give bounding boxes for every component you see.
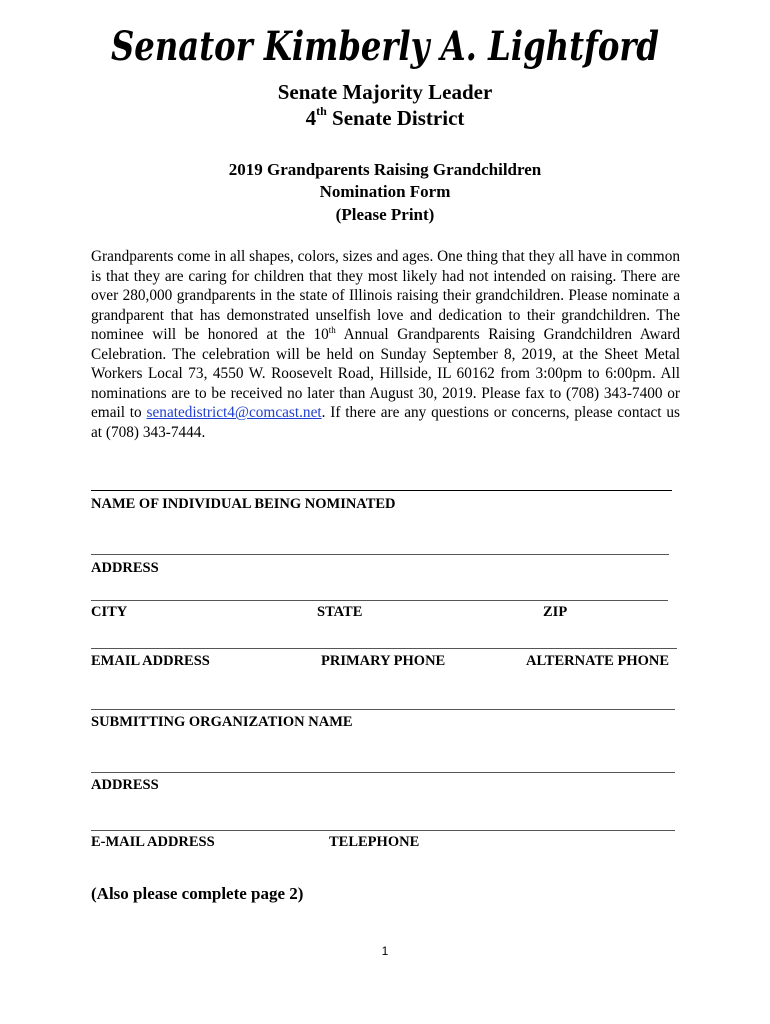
form-title-line1: 2019 Grandparents Raising Grandchildren [228,160,542,179]
org-name-label: SUBMITTING ORGANIZATION NAME [91,714,353,730]
org-name-line[interactable] [91,709,675,710]
intro-paragraph [91,247,680,442]
city-label: CITY [91,604,128,620]
zip-label: ZIP [543,604,568,620]
state-label: STATE [317,604,363,620]
title-senate-majority-leader: Senate Majority Leader [277,80,493,104]
email-address-label: EMAIL ADDRESS [91,653,210,669]
district-number: 4 [305,106,317,130]
senator-name-text: Senator Kimberly A. Lightford [111,23,660,70]
alternate-phone-label: ALTERNATE PHONE [526,653,670,669]
org-address-label: ADDRESS [91,777,159,793]
form-title-line2: Nomination Form [319,182,451,201]
org-email-label: E-MAIL ADDRESS [91,834,215,850]
intro-text-part3: . If there are any questions or concerns, please contact us at (708) 343-7444. [91,404,680,441]
email-link[interactable]: senatedistrict4@comcast.net [146,404,322,421]
nominee-name-label: NAME OF INDIVIDUAL BEING NOMINATED [91,496,396,512]
district-suffix: th [316,104,327,118]
title-senate-district [0,106,770,131]
city-state-zip-line[interactable] [91,600,668,601]
contact-line[interactable] [91,648,677,649]
address-line[interactable] [91,554,669,555]
form-title-line3: (Please Print) [335,205,435,224]
senator-name-script-title [0,22,770,82]
ordinal-suffix: th [328,324,336,335]
org-telephone-label: TELEPHONE [329,834,420,850]
org-address-line[interactable] [91,772,675,773]
also-complete-page-2-note: (Also please complete page 2) [91,884,304,903]
intro-text-part2: Annual Grandparents Raising Grandchildren Award Celebration. The celebration will be held on Sunday September 8, 2019, at the Sheet Metal Workers Local 73, 4550 W. Roosevelt Road, Hillside, IL 60162 from 3:00pm to 6:00pm. All nominations are to be received no later than August 30, 2019. Please fax to (708) 343-7400 or email to [91,326,680,421]
district-text: Senate District [326,106,465,130]
page-number: 1 [381,944,389,958]
address-label: ADDRESS [91,560,159,576]
org-contact-line[interactable] [91,830,675,831]
nominee-name-line[interactable] [91,490,672,491]
intro-text-part1: Grandparents come in all shapes, colors, sizes and ages. One thing that they all have in common is that they are caring for children that they most likely had not intended on raising. There are over 280,000 grandparents in the state of Illinois raising their grandchildren. Please nominate a grandparent that has demonstrated unselfish love and dedication to their grandchildren. The nominee will be honored at the 10 [91,248,680,343]
primary-phone-label: PRIMARY PHONE [321,653,446,669]
